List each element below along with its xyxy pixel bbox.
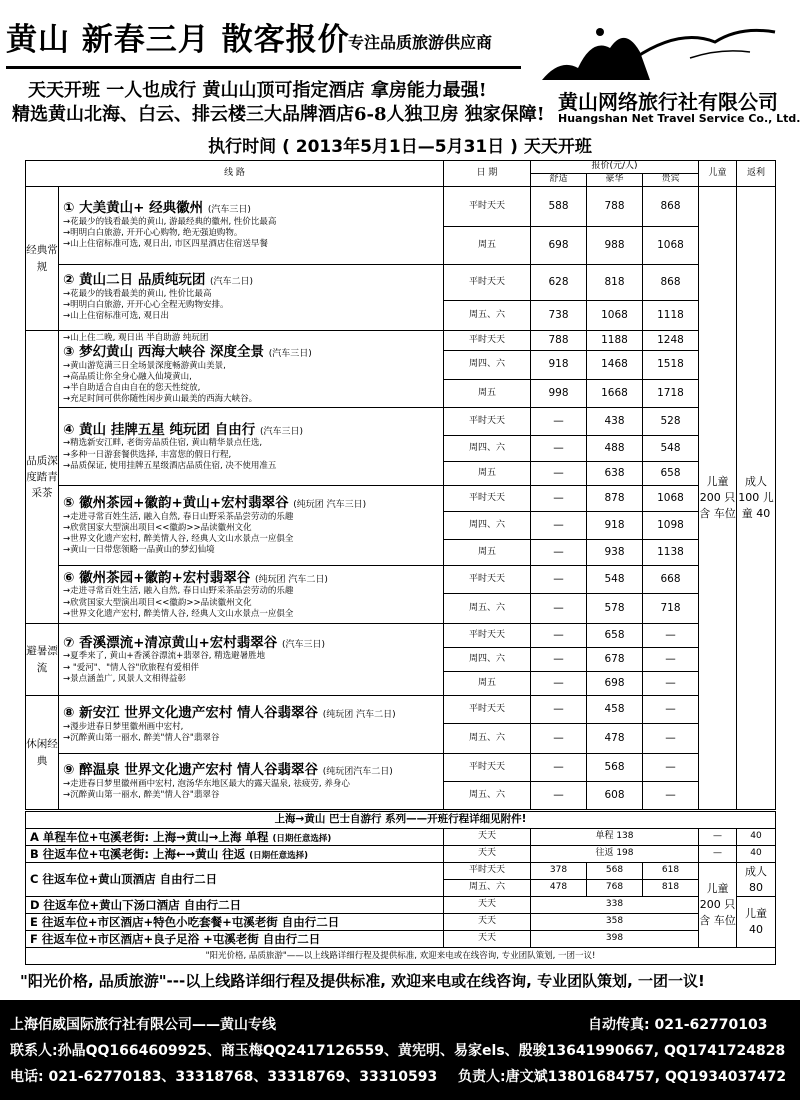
tagline-1: 天天开班 一人也成行 黄山山顶可指定酒店 拿房能力最强! <box>28 80 487 101</box>
cell-luxury: — <box>643 648 699 672</box>
cell-comfort: 738 <box>531 301 587 331</box>
cell-date: 周五 <box>444 672 531 696</box>
route-title <box>63 570 439 587</box>
cell-comfort: — <box>531 724 587 754</box>
route-name: ⑥ 徽州茶园+徽韵+宏村翡翠谷 <box>63 569 251 586</box>
route-cell <box>59 566 444 624</box>
cell-luxury: — <box>643 696 699 724</box>
cell-deluxe: 638 <box>587 462 643 486</box>
cell-date: 平时天天 <box>444 265 531 301</box>
cell-comfort: — <box>531 672 587 696</box>
cell-comfort: — <box>531 782 587 810</box>
table-row <box>26 566 776 594</box>
company-name-cn: 黄山网络旅行社有限公司 <box>558 90 778 114</box>
cell-luxury: 1718 <box>643 379 699 407</box>
col-price: 报价(元/人) <box>531 161 699 174</box>
route-title <box>63 705 439 722</box>
bus-label-note: (日期任意选择) <box>272 833 332 844</box>
col-route: 线 路 <box>26 161 444 187</box>
cell-deluxe: 478 <box>587 724 643 754</box>
cell-deluxe: 658 <box>587 624 643 648</box>
cell-deluxe: 438 <box>587 408 643 436</box>
cell-date: 平时天天 <box>444 486 531 512</box>
bus-label-text: E 往返车位+市区酒店+特色小吃套餐+屯溪老街 自由行二日 <box>30 914 340 929</box>
cell-luxury: 1098 <box>643 512 699 540</box>
cell-date: 周四、六 <box>444 512 531 540</box>
cell-date: 平时天天 <box>444 331 531 351</box>
bus-price: 单程 138 <box>531 829 699 846</box>
route-desc: →欣赏国家大型演出项目<<徽韵>>品读徽州文化 <box>63 597 252 608</box>
bus-label-note: (日期任意选择) <box>249 850 309 861</box>
route-desc: →漫步进春日梦里徽州画中宏村, <box>63 722 184 732</box>
bus-label-text: F 往返车位+市区酒店+良子足浴 +屯溪老街 自由行二日 <box>30 931 321 946</box>
cell-luxury: 1248 <box>643 331 699 351</box>
cell-comfort: — <box>531 594 587 624</box>
cell-deluxe: 918 <box>587 512 643 540</box>
bus-rebate: 40 <box>737 846 776 863</box>
cell-date: 周五 <box>444 379 531 407</box>
route-desc: →山上住宿标准可选, 观日出 <box>63 311 170 322</box>
cell-deluxe: 1668 <box>587 379 643 407</box>
route-name: ① 大美黄山+ 经典徽州 <box>63 200 204 217</box>
cell-deluxe: 698 <box>587 672 643 696</box>
cell-luxury: — <box>643 672 699 696</box>
cell-deluxe: 568 <box>587 754 643 782</box>
cell-deluxe: 788 <box>587 187 643 227</box>
cell-deluxe: 938 <box>587 540 643 566</box>
route-desc: →明明白白旅游, 开开心心全程无购物安排。 <box>63 300 229 311</box>
bus-date: 天天 <box>444 914 531 931</box>
route-desc: →世界文化遗产宏村, 醉美情人谷, 经典人文山水景点一应俱全 <box>63 534 294 545</box>
route-cell <box>59 696 444 754</box>
cell-date: 周五、六 <box>444 782 531 810</box>
cell-luxury: — <box>643 782 699 810</box>
route-tag: (纯玩团汽车二日) <box>322 767 393 778</box>
bus-cell: 平时天天 <box>444 863 531 880</box>
route-title <box>63 272 439 289</box>
table-row <box>26 486 776 512</box>
bus-price: 358 <box>531 914 699 931</box>
cell-deluxe: 1188 <box>587 331 643 351</box>
cell-deluxe: 548 <box>587 566 643 594</box>
route-desc: →走进寻常百姓生活, 融入自然, 春日山野采茶品尝劳动的乐趣 <box>63 511 294 522</box>
execution-period: 执行时间 ( 2013年5月1日—5月31日 ) 天天开班 <box>208 137 592 157</box>
table-row <box>26 897 776 914</box>
tagline-2: 精选黄山北海、白云、排云楼三大品牌酒店6-8人独卫房 独家保障! <box>12 104 545 125</box>
route-name: ⑧ 新安江 世界文化遗产宏村 情人谷翡翠谷 <box>63 705 319 722</box>
route-desc: →多种一日游套餐供选择, 丰富您的假日行程, <box>63 449 232 460</box>
bus-label <box>26 914 444 931</box>
cell-luxury: 1138 <box>643 540 699 566</box>
category-classic: 经典常规 <box>26 187 59 331</box>
bus-label: C 往返车位+黄山顶酒店 自由行二日 <box>26 863 444 897</box>
table-row <box>26 331 776 351</box>
bus-label-text: D 往返车位+黄山下汤口酒店 自由行二日 <box>30 897 242 912</box>
route-tag: (纯玩团 汽车二日) <box>254 574 328 585</box>
title-rule <box>6 66 521 69</box>
cell-comfort: — <box>531 624 587 648</box>
bus-date: 天天 <box>444 931 531 948</box>
bus-child-price: 儿童 200 只含 车位 <box>699 863 737 948</box>
table-row <box>26 265 776 301</box>
route-desc: →品质保证, 使用挂牌五星级酒店品质住宿, 决不使用准五 <box>63 460 277 471</box>
cell-comfort: 628 <box>531 265 587 301</box>
cell-luxury: 1518 <box>643 351 699 379</box>
route-title <box>63 635 439 652</box>
cell-deluxe: 488 <box>587 436 643 462</box>
route-title <box>63 344 439 361</box>
cell-luxury: 1118 <box>643 301 699 331</box>
cell-luxury: — <box>643 724 699 754</box>
cell-date: 周四、六 <box>444 351 531 379</box>
cell-comfort: 788 <box>531 331 587 351</box>
bus-date: 天天 <box>444 897 531 914</box>
route-tag: (纯玩团 汽车二日) <box>322 710 396 721</box>
route-tag: (汽车二日) <box>210 277 254 288</box>
cell-comfort: — <box>531 754 587 782</box>
route-desc: →充足时间可供你随性闲步黄山最美的西海大峡谷。 <box>63 394 258 405</box>
route-desc: →沉醉黄山第一丽水, 醉美"情人谷"翡翠谷 <box>63 733 220 744</box>
page-title: 黄山 新春三月 散客报价 <box>6 22 350 58</box>
col-comfort: 舒适 <box>531 174 587 187</box>
route-desc: →世界文化遗产宏村, 醉美情人谷, 经典人文山水景点一应俱全 <box>63 608 294 619</box>
table-row <box>26 696 776 724</box>
route-cell <box>59 486 444 566</box>
route-tag: (汽车三日) <box>281 639 325 650</box>
cell-date: 平时天天 <box>444 696 531 724</box>
bus-price: 往返 198 <box>531 846 699 863</box>
cell-deluxe: 988 <box>587 227 643 265</box>
cell-luxury: 548 <box>643 436 699 462</box>
cell-date: 周五、六 <box>444 594 531 624</box>
bus-date: 天天 <box>444 846 531 863</box>
cell-date: 周五 <box>444 227 531 265</box>
bus-date: 天天 <box>444 829 531 846</box>
bus-label <box>26 846 444 863</box>
bus-series-header: 上海→黄山 巴士自游行 系列——开班行程详细见附件! <box>26 812 776 829</box>
route-title <box>63 200 439 217</box>
bus-child-rebate: 儿童 40 <box>737 897 776 948</box>
cell-deluxe: 878 <box>587 486 643 512</box>
fax-number: 自动传真: 021-62770103 <box>588 1017 768 1033</box>
route-name: ⑦ 香溪漂流+清凉黄山+宏村翡翠谷 <box>63 634 278 651</box>
route-cell <box>59 187 444 265</box>
route-tag: (汽车三日) <box>259 426 303 437</box>
col-deluxe: 豪华 <box>587 174 643 187</box>
cell-deluxe: 578 <box>587 594 643 624</box>
table-row <box>26 187 776 227</box>
col-rebate: 返利 <box>737 161 776 187</box>
route-cell <box>59 408 444 486</box>
route-desc: →夏季来了, 黄山+香溪谷漂流+翡翠谷, 精选避暑胜地 <box>63 651 266 662</box>
table-row <box>26 914 776 931</box>
cell-date: 平时天天 <box>444 754 531 782</box>
route-desc: →沉醉黄山第一丽水, 醉美"情人谷"翡翠谷 <box>63 790 220 801</box>
route-cell <box>59 265 444 331</box>
route-cell <box>59 331 444 408</box>
route-title <box>63 762 439 779</box>
route-pre: →山上住二晚, 观日出 半自助游 纯玩团 <box>63 333 209 343</box>
cell-luxury: 658 <box>643 462 699 486</box>
cell-comfort: 998 <box>531 379 587 407</box>
route-desc: →精选新安江畔, 老街旁品质住宿, 黄山精华景点任选, <box>63 438 263 449</box>
route-title <box>63 422 439 439</box>
cell-luxury: 668 <box>643 566 699 594</box>
route-cell <box>59 754 444 810</box>
category-quality: 品质深度踏青采茶 <box>26 331 59 624</box>
bus-cell: 478 <box>531 880 587 897</box>
cell-luxury: 868 <box>643 187 699 227</box>
cell-comfort: 698 <box>531 227 587 265</box>
route-desc: →走进春日梦里徽州画中宏村, 泡汤华东地区最大的露天温泉, 祛疲劳, 养身心 <box>63 779 350 789</box>
cell-deluxe: 1068 <box>587 301 643 331</box>
table-row <box>26 829 776 846</box>
cell-deluxe: 678 <box>587 648 643 672</box>
bus-label <box>26 931 444 948</box>
cell-luxury: — <box>643 624 699 648</box>
cell-comfort: — <box>531 648 587 672</box>
cell-comfort: — <box>531 462 587 486</box>
footer <box>0 1000 800 1100</box>
route-desc: →高品质让你全身心融入仙境黄山, <box>63 371 192 382</box>
price-table <box>25 160 776 810</box>
bus-cell: 568 <box>587 863 643 880</box>
cell-luxury: — <box>643 754 699 782</box>
cell-comfort: 588 <box>531 187 587 227</box>
route-desc: →黄山游览满三日全场景深度畅游黄山美景, <box>63 360 226 371</box>
bus-cell: 618 <box>643 863 699 880</box>
bus-label <box>26 829 444 846</box>
cell-date: 周五、六 <box>444 301 531 331</box>
route-desc: → "爱河"、"情人谷"欣旅程有爱相伴 <box>63 662 199 673</box>
rebate-value: 成人 100 儿童 40 <box>737 187 776 810</box>
table-row <box>26 931 776 948</box>
cell-date: 平时天天 <box>444 624 531 648</box>
company-logo <box>540 18 800 130</box>
bus-label-text: B 往返车位+屯溪老街: 上海←→黄山 往返 <box>30 846 246 861</box>
route-desc: →欣赏国家大型演出项目<<徽韵>>品读徽州文化 <box>63 523 252 533</box>
cell-deluxe: 608 <box>587 782 643 810</box>
bus-cell: 周五、六 <box>444 880 531 897</box>
route-tag: (汽车三日) <box>207 205 251 216</box>
bus-child: — <box>699 829 737 846</box>
route-desc: →景点涵盖广, 风景人文相得益彰 <box>63 673 187 684</box>
bus-price: 398 <box>531 931 699 948</box>
table-row <box>26 754 776 782</box>
cell-luxury: 1068 <box>643 227 699 265</box>
cell-comfort: — <box>531 512 587 540</box>
cell-date: 平时天天 <box>444 566 531 594</box>
cell-comfort: — <box>531 696 587 724</box>
route-tag: (汽车三日) <box>268 349 312 360</box>
route-tag: (纯玩团 汽车三日) <box>293 500 367 511</box>
bus-label <box>26 897 444 914</box>
col-child: 儿童 <box>699 161 737 187</box>
col-luxury: 贵宾 <box>643 174 699 187</box>
route-desc: →花最少的钱看最美的黄山, 游最经典的徽州, 性价比最高 <box>63 217 277 228</box>
mountain-logo-icon <box>540 18 790 88</box>
cell-comfort: — <box>531 436 587 462</box>
route-title <box>63 495 439 512</box>
bus-cell: 378 <box>531 863 587 880</box>
category-summer: 避暑漂流 <box>26 624 59 696</box>
cell-comfort: — <box>531 566 587 594</box>
bus-cell: 768 <box>587 880 643 897</box>
manager-contact: 负责人:唐文斌13801684757, QQ1934037472 <box>458 1069 787 1085</box>
cell-luxury: 528 <box>643 408 699 436</box>
cell-luxury: 1068 <box>643 486 699 512</box>
bus-price: 338 <box>531 897 699 914</box>
col-date: 日 期 <box>444 161 531 187</box>
cell-date: 周五 <box>444 540 531 566</box>
cell-deluxe: 818 <box>587 265 643 301</box>
route-name: ③ 梦幻黄山 西海大峡谷 深度全景 <box>63 344 265 361</box>
agency-name: 上海佰威国际旅行社有限公司——黄山专线 <box>10 1017 276 1033</box>
cell-deluxe: 458 <box>587 696 643 724</box>
category-leisure: 休闲经典 <box>26 696 59 810</box>
bus-cell: 818 <box>643 880 699 897</box>
route-desc: →山上住宿标准可选, 观日出, 市区四星酒店住宿送早餐 <box>63 239 268 250</box>
slogan: "阳光价格, 品质旅游"---以上线路详细行程及提供标准, 欢迎来电或在线咨询, 专业团队策划, 一团一议! <box>20 972 705 990</box>
cell-comfort: — <box>531 486 587 512</box>
cell-luxury: 718 <box>643 594 699 624</box>
bus-label-text: A 单程车位+屯溪老街: 上海→黄山→上海 单程 <box>30 829 269 844</box>
bus-adult-rebate: 成人 80 <box>737 863 776 897</box>
route-name: ② 黄山二日 品质纯玩团 <box>63 272 206 289</box>
cell-comfort: 918 <box>531 351 587 379</box>
bus-table <box>25 811 776 965</box>
phone-numbers: 电话: 021-62770183、33318768、33318769、33310593 <box>10 1069 438 1085</box>
price-note: "阳光价格, 品质旅游"——以上线路详细行程及提供标准, 欢迎来电或在线咨询, 专业团队策划, 一团一议! <box>26 948 776 965</box>
cell-date: 平时天天 <box>444 187 531 227</box>
route-desc: →明明白白旅游, 开开心心购物, 绝无强迫购物。 <box>63 228 243 239</box>
cell-date: 周五 <box>444 462 531 486</box>
bus-rebate: 40 <box>737 829 776 846</box>
cell-date: 周四、六 <box>444 436 531 462</box>
table-row <box>26 624 776 648</box>
route-name: ④ 黄山 挂牌五星 纯玩团 自由行 <box>63 421 256 438</box>
table-row <box>26 863 776 880</box>
table-row <box>26 846 776 863</box>
page-subtitle: 专注品质旅游供应商 <box>348 33 493 52</box>
cell-comfort: — <box>531 540 587 566</box>
child-price: 儿童 200 只含 车位 <box>699 187 737 810</box>
contact-list: 联系人:孙晶QQ1664609925、商玉梅QQ2417126559、黄宪明、易家els、殷骏13641990667, QQ1741724828 <box>10 1043 786 1059</box>
company-name-en: Huangshan Net Travel Service Co., Ltd. <box>558 112 800 125</box>
table-row <box>26 408 776 436</box>
route-cell <box>59 624 444 696</box>
cell-deluxe: 1468 <box>587 351 643 379</box>
bus-child: — <box>699 846 737 863</box>
cell-luxury: 868 <box>643 265 699 301</box>
route-desc: →半自助适合自由自在的您天性绽放, <box>63 383 201 394</box>
route-desc: →花最少的钱看最美的黄山, 性价比最高 <box>63 289 212 300</box>
cell-date: 平时天天 <box>444 408 531 436</box>
cell-comfort: — <box>531 408 587 436</box>
cell-date: 周五、六 <box>444 724 531 754</box>
route-name: ⑨ 醉温泉 世界文化遗产宏村 情人谷翡翠谷 <box>63 762 319 779</box>
route-desc: →走进寻常百姓生活, 融入自然, 春日山野采茶品尝劳动的乐趣 <box>63 586 294 597</box>
header <box>0 0 800 130</box>
cell-date: 周四、六 <box>444 648 531 672</box>
route-name: ⑤ 徽州茶园+徽韵+黄山+宏村翡翠谷 <box>63 495 289 512</box>
route-desc: →黄山一日带您领略一品黄山的梦幻仙境 <box>63 545 215 556</box>
